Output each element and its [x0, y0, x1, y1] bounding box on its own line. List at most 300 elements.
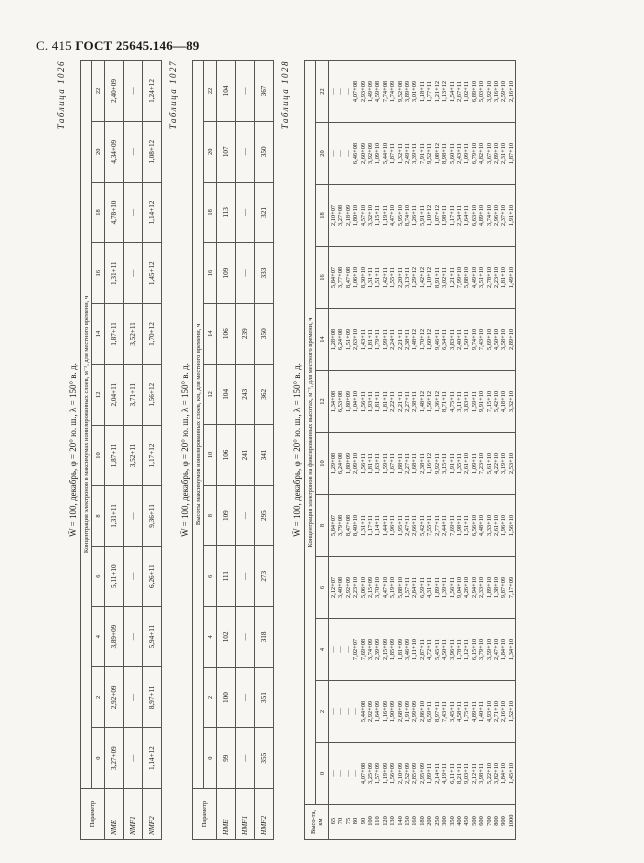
table-cell: — [344, 87, 352, 95]
table-cell: 2,71+10 [492, 700, 500, 722]
table-cell: 1,67+11 [389, 452, 397, 474]
value-column [329, 308, 516, 370]
table-cell: 1,68+11 [411, 452, 419, 474]
table-cell: 6,89+10 [470, 80, 478, 102]
table-cell: 1,96+10 [500, 514, 508, 536]
table-cell: 3,89+09 [404, 80, 412, 102]
table-cell: 2,60+09 [359, 142, 367, 164]
table-cell: 109 [217, 485, 236, 546]
span-header: Концентрация электронов в максимумах ионизированных слоев, м⁻³, для местного времени, ч [81, 60, 92, 788]
table-cell: 2,92+09 [367, 700, 375, 722]
table-cell: 7,43+10 [478, 328, 486, 350]
table-cell: 2,92+09 [105, 667, 124, 728]
table-cell: 1,93+11 [367, 390, 375, 412]
height-value: 300 [441, 815, 449, 826]
table-cell: 6,63+10 [470, 204, 478, 226]
table-cell: 3,71+11 [124, 364, 143, 425]
param-header: Параметр [81, 788, 105, 839]
table-cell: 2,09+10 [352, 452, 360, 474]
table-cell: 5,44+08 [359, 700, 367, 722]
table-cell: — [236, 545, 255, 606]
table-cell: 7,69+08 [359, 638, 367, 660]
table-cell: 1,88+11 [396, 452, 404, 474]
table-cell: 1,14+11 [374, 514, 382, 536]
hour-header: 2 [316, 680, 329, 742]
hour-header: 16 [92, 242, 105, 303]
table-cell: 1,24+12 [143, 60, 162, 121]
table-cell: 9,46+11 [433, 328, 441, 350]
table-cell: 1,31+11 [359, 514, 367, 536]
param-name: NMF2 [143, 788, 162, 839]
hours-row [204, 60, 217, 839]
table-cell: 2,16+10 [500, 700, 508, 722]
table-cell: 100 [217, 667, 236, 728]
height-value: 200 [426, 815, 434, 826]
height-value: 700 [485, 815, 493, 826]
table-cell: 241 [236, 424, 255, 485]
table-cell: 5,60+11 [448, 142, 456, 164]
table-cell: 1,70+12 [418, 328, 426, 350]
table-cell: 111 [217, 545, 236, 606]
table-cell: 6,56+10 [470, 514, 478, 536]
table-cell: 1,80+10 [352, 204, 360, 226]
height-value: 90 [359, 817, 367, 824]
table-cell: — [344, 707, 352, 715]
table-cell: 1,45+10 [507, 762, 515, 784]
table-cell: — [124, 121, 143, 182]
table-cell: 2,52+09 [404, 762, 412, 784]
table-cell: 1,57+11 [404, 576, 412, 598]
table-cell: 6,24+08 [337, 328, 345, 350]
table-cell: 1,13+12 [441, 80, 449, 102]
table-cell: 5,42+11 [418, 514, 426, 536]
table-cell: 4,72+11 [426, 638, 434, 660]
table-cell: 9,87+09 [500, 576, 508, 598]
hour-header: 20 [204, 121, 217, 182]
table-cell: 3,92+09 [367, 142, 375, 164]
table-cell: 3,32+10 [367, 204, 375, 226]
page-number: С. 415 [36, 38, 72, 53]
table-cell: — [124, 242, 143, 303]
table-cell: 2,40+09 [105, 60, 124, 121]
table-cell: 4,22+10 [492, 452, 500, 474]
table-1027-title: W̄ = 100, декабрь, φ = 20° ю. ш., λ = 150° в. д. [180, 362, 190, 537]
hour-header: 22 [204, 60, 217, 121]
table-cell: 3,01+09 [411, 80, 419, 102]
table-cell: 2,38+11 [404, 328, 412, 350]
table-cell: 1,43+11 [359, 328, 367, 350]
table-cell: — [236, 60, 255, 121]
table-cell: — [236, 606, 255, 667]
table-cell: 2,77+11 [433, 514, 441, 536]
table-cell: 2,89+10 [507, 328, 515, 350]
table-cell: 333 [255, 242, 274, 303]
hour-header: 14 [204, 303, 217, 364]
table-cell: 1,14+12 [143, 727, 162, 788]
table-cell: 2,85+09 [411, 762, 419, 784]
table-cell: — [337, 149, 345, 157]
table-row [255, 60, 274, 839]
table-cell: 3,83+11 [463, 390, 471, 412]
table-cell: 4,89+11 [470, 700, 478, 722]
table-cell: — [236, 121, 255, 182]
table-cell: 2,22+11 [389, 390, 397, 412]
table-cell: 362 [255, 364, 274, 425]
table-cell: 2,15+09 [381, 638, 389, 660]
hour-header: 14 [92, 303, 105, 364]
table-cell: 4,82+10 [478, 142, 486, 164]
table-cell: 1,17+11 [367, 514, 375, 536]
height-value: 250 [433, 815, 441, 826]
table-cell: 2,67+11 [455, 80, 463, 102]
table-cell: 1,16+12 [426, 452, 434, 474]
table-cell: 1,89+11 [426, 762, 434, 784]
table-cell: 8,47+08 [344, 514, 352, 536]
table-cell: 4,47+10 [381, 576, 389, 598]
table-cell: 5,42+10 [492, 390, 500, 412]
table-cell: 1,87+11 [105, 425, 124, 486]
table-cell: — [124, 606, 143, 667]
hour-header: 20 [92, 121, 105, 182]
table-cell: 350 [255, 303, 274, 364]
hour-header: 12 [92, 364, 105, 425]
table-cell: 2,24+11 [389, 328, 397, 350]
table-cell: 5,88+10 [463, 266, 471, 288]
hour-header: 2 [92, 667, 105, 728]
table-cell: 1,80+09 [344, 452, 352, 474]
table-cell: 1,81+11 [381, 390, 389, 412]
table-cell: — [344, 149, 352, 157]
param-name: HMF2 [255, 788, 274, 839]
table-cell: 1,87+10 [507, 142, 515, 164]
table-cell: — [337, 707, 345, 715]
table-cell: 4,18+10 [500, 390, 508, 412]
table-cell: 1,15+11 [374, 204, 382, 226]
table-cell: 2,27+11 [404, 452, 412, 474]
table-cell: 2,66+11 [411, 514, 419, 536]
table-1027-block [168, 60, 274, 840]
table-cell: 4,75+11 [448, 390, 456, 412]
hour-header: 12 [316, 370, 329, 432]
table-cell: 1,85+09 [389, 638, 397, 660]
table-1028-block [280, 60, 516, 840]
table-cell: 2,99+09 [411, 700, 419, 722]
table-cell: 6,24+08 [337, 452, 345, 474]
table-cell: 1,34+10 [507, 638, 515, 660]
span-header: Концентрация электронов на фиксированных высотах, м⁻³, для местного времени, ч [305, 60, 316, 804]
table-cell: 3,67+10 [485, 142, 493, 164]
height-value: 70 [337, 817, 345, 824]
table-cell: 3,98+11 [478, 762, 486, 784]
table-cell: 1,91+11 [448, 452, 456, 474]
table-cell: 2,31+10 [500, 142, 508, 164]
table-cell: 2,93+09 [359, 80, 367, 102]
height-value: 450 [463, 815, 471, 826]
table-cell: 3,96+11 [448, 638, 456, 660]
table-cell: 8,98+11 [441, 142, 449, 164]
table-cell: 8,91+11 [433, 266, 441, 288]
table-cell: 113 [217, 182, 236, 243]
table-cell: 3,52+11 [124, 303, 143, 364]
table-cell: 3,15+11 [441, 452, 449, 474]
height-value: 800 [492, 815, 500, 826]
table-cell: 2,44+11 [441, 514, 449, 536]
table-cell: 1,60+12 [426, 328, 434, 350]
table-cell: 4,48+10 [478, 514, 486, 536]
table-cell: 106 [217, 424, 236, 485]
table-cell: 1,10+12 [426, 204, 434, 226]
table-cell: 2,43+11 [455, 142, 463, 164]
table-cell: 6,15+10 [470, 638, 478, 660]
hour-header: 4 [92, 606, 105, 667]
table-cell: 1,56+10 [507, 514, 515, 536]
table-cell: 3,16+10 [492, 80, 500, 102]
table-cell: 1,84+10 [500, 762, 508, 784]
page-header [36, 38, 200, 54]
hour-header: 22 [92, 60, 105, 121]
table-cell: 3,70+10 [374, 576, 382, 598]
table-cell: 3,82+10 [492, 762, 500, 784]
table-cell: 3,79+10 [478, 638, 486, 660]
table-cell: 4,57+10 [359, 204, 367, 226]
rotated-content [56, 60, 616, 840]
table-cell: 6,11+11 [448, 762, 456, 784]
table-cell: 1,49+09 [367, 80, 375, 102]
table-cell: 1,95+11 [396, 514, 404, 536]
table-cell: 4,31+11 [426, 576, 434, 598]
table-cell: 1,84+10 [500, 638, 508, 660]
table-cell: 1,19+11 [381, 204, 389, 226]
value-column [329, 432, 516, 494]
table-cell: 1,21+11 [448, 266, 456, 288]
table-cell: 3,25+09 [367, 762, 375, 784]
table-cell: 1,42+11 [381, 266, 389, 288]
table-cell: 1,64+11 [463, 204, 471, 226]
table-cell: 8,71+11 [441, 390, 449, 412]
table-cell: 2,12+07 [330, 576, 337, 598]
table-cell: — [344, 769, 352, 777]
table-cell: 1,81+09 [396, 638, 404, 660]
hour-header: 2 [204, 667, 217, 728]
table-cell: 2,59+10 [500, 80, 508, 102]
table-cell: — [337, 87, 345, 95]
table-cell: 5,69+10 [485, 328, 493, 350]
table-cell: 4,50+10 [492, 328, 500, 350]
table-cell: 7,99+10 [455, 266, 463, 288]
table-cell: 5,11+10 [105, 546, 124, 606]
table-cell: — [330, 769, 337, 777]
table-cell: 3,83+11 [448, 328, 456, 350]
table-cell: 1,78+11 [455, 638, 463, 660]
table-cell: 1,80+09 [344, 390, 352, 412]
hour-header: 6 [204, 545, 217, 606]
hour-header: 22 [316, 60, 329, 122]
table-cell: 2,87+11 [418, 638, 426, 660]
table-cell: 2,38+11 [411, 390, 419, 412]
table-cell: 3,77+08 [337, 266, 345, 288]
table-cell: 1,28+08 [330, 328, 337, 350]
table-cell: 1,02+11 [463, 80, 471, 102]
table-cell: 6,59+11 [418, 576, 426, 598]
table-cell: 1,56+12 [426, 390, 434, 412]
table-cell: 1,56+12 [143, 364, 162, 425]
table-cell: 5,19+10 [389, 576, 397, 598]
table-cell: 9,91+10 [478, 390, 486, 412]
table-cell: 1,42+12 [418, 266, 426, 288]
hour-header: 12 [204, 364, 217, 425]
table-cell: 1,38+10 [492, 576, 500, 598]
table-cell: 8,40+10 [352, 514, 360, 536]
table-cell: 4,26+10 [463, 576, 471, 598]
table-cell: 1,75+11 [463, 700, 471, 722]
table-cell: 273 [255, 545, 274, 606]
value-column [329, 246, 516, 308]
table-1028 [304, 60, 516, 840]
table-cell: 2,38+11 [418, 452, 426, 474]
table-cell: 4,78+10 [105, 182, 124, 243]
hours-row [92, 60, 105, 839]
value-column [329, 60, 516, 122]
table-cell: 2,63+10 [352, 328, 360, 350]
table-cell: 9,52+08 [396, 80, 404, 102]
table-cell: 1,91+09 [404, 700, 412, 722]
hour-header: 0 [316, 742, 329, 804]
param-name: NME [105, 788, 124, 839]
table-cell: 5,06+10 [359, 576, 367, 598]
table-cell: 1,21+12 [433, 80, 441, 102]
hours-row [316, 60, 329, 839]
hour-header: 18 [204, 182, 217, 243]
table-cell: 1,56+11 [359, 452, 367, 474]
table-cell: 1,08+12 [433, 142, 441, 164]
table-cell: 1,79+11 [374, 328, 382, 350]
table-cell: 2,10+07 [330, 204, 337, 226]
table-cell: 7,91+11 [418, 142, 426, 164]
table-cell: 1,64+09 [374, 700, 382, 722]
table-cell: 1,06+10 [352, 266, 360, 288]
table-cell: 2,15+09 [367, 576, 375, 598]
table-cell: 1,81+11 [367, 328, 375, 350]
table-cell: 1,09+11 [470, 452, 478, 474]
table-cell: 8,30+10 [359, 266, 367, 288]
table-cell: — [124, 182, 143, 243]
table-cell: 9,36+11 [143, 485, 162, 545]
table-cell: 7,69+11 [448, 514, 456, 536]
table-cell: 4,49+10 [470, 266, 478, 288]
value-column [329, 122, 516, 184]
standard-code: ГОСТ 25645.146—89 [75, 38, 200, 53]
height-value: 160 [411, 815, 419, 826]
table-cell: 2,21+11 [396, 390, 404, 412]
table-cell: 1,08+12 [143, 121, 162, 182]
table-cell: 1,11+10 [411, 638, 419, 660]
table-row [329, 60, 516, 839]
table-cell: 1,89+10 [485, 576, 493, 598]
table-1027 [192, 60, 274, 840]
table-cell: 7,02+07 [352, 638, 360, 660]
table-row [124, 60, 143, 839]
table-cell: 7,74+08 [381, 80, 389, 102]
height-header: Высо-та, км [305, 804, 329, 839]
table-cell: 1,81+11 [374, 390, 382, 412]
height-value: 130 [389, 815, 397, 826]
table-1027-caption: Таблица 1027 [168, 59, 178, 129]
value-column [329, 184, 516, 246]
table-cell: 5,94+11 [143, 606, 162, 667]
table-cell: — [337, 645, 345, 653]
table-row [236, 60, 255, 839]
param-header: Параметр [193, 788, 217, 839]
table-cell: — [337, 769, 345, 777]
height-value: 1000 [507, 814, 515, 827]
table-cell: 1,81+11 [367, 452, 375, 474]
table-cell: 2,95+09 [418, 762, 426, 784]
value-column [329, 494, 516, 556]
table-cell: 1,91+10 [507, 204, 515, 226]
table-cell: 1,07+12 [433, 204, 441, 226]
param-name: HMF1 [236, 788, 255, 839]
table-cell: 5,84+07 [330, 266, 337, 288]
table-cell: 6,26+11 [143, 546, 162, 606]
hour-header: 6 [92, 546, 105, 606]
table-row [143, 60, 162, 839]
table-cell: 2,20+11 [396, 266, 404, 288]
table-cell: 1,56+11 [448, 576, 456, 598]
span-header: Высоты максимумов ионизированных слоев, км, для местного времени, ч [193, 60, 204, 788]
table-cell: 8,74+10 [404, 204, 412, 226]
table-cell: 1,55+11 [389, 266, 397, 288]
table-cell: 2,68+09 [396, 700, 404, 722]
height-value: 80 [352, 817, 360, 824]
table-cell: 6,53+08 [337, 390, 345, 412]
table-cell: 3,27+08 [337, 204, 345, 226]
hour-header: 20 [316, 122, 329, 184]
hour-header: 0 [92, 727, 105, 788]
table-cell: 1,18+11 [418, 80, 426, 102]
table-cell: 2,27+11 [404, 390, 412, 412]
table-row [105, 60, 124, 839]
table-cell: 3,46+09 [404, 638, 412, 660]
table-cell: 3,27+09 [105, 727, 124, 788]
table-1026-caption: Таблица 1026 [56, 59, 66, 129]
table-cell: 3,52+11 [124, 425, 143, 486]
table-cell: 2,86+10 [418, 700, 426, 722]
table-cell: — [124, 485, 143, 545]
table-cell: 9,03+11 [463, 762, 471, 784]
table-cell: — [236, 485, 255, 546]
table-cell: 3,33+10 [485, 514, 493, 536]
table-cell: 2,49+11 [404, 142, 412, 164]
table-cell: 1,59+11 [470, 390, 478, 412]
table-cell: 5,88+10 [396, 576, 404, 598]
table-cell: 3,39+11 [411, 142, 419, 164]
table-cell: 104 [217, 364, 236, 425]
table-cell: 107 [217, 121, 236, 182]
table-cell: 1,04+10 [352, 390, 360, 412]
table-cell: 2,39+09 [374, 638, 382, 660]
table-cell: 2,94+10 [470, 576, 478, 598]
table-cell: 2,40+11 [455, 328, 463, 350]
table-cell: 1,34+08 [330, 390, 337, 412]
table-cell: 1,89+11 [433, 576, 441, 598]
table-cell: 1,90+09 [389, 700, 397, 722]
table-cell: 9,04+10 [455, 576, 463, 598]
table-cell: 2,12+11 [470, 762, 478, 784]
table-1028-title: W̄ = 100, декабрь, φ = 20° ю. ш., λ = 150° в. д. [292, 362, 302, 537]
table-cell: — [124, 727, 143, 788]
table-cell: 2,16+10 [507, 80, 515, 102]
table-cell: 1,48+12 [418, 390, 426, 412]
